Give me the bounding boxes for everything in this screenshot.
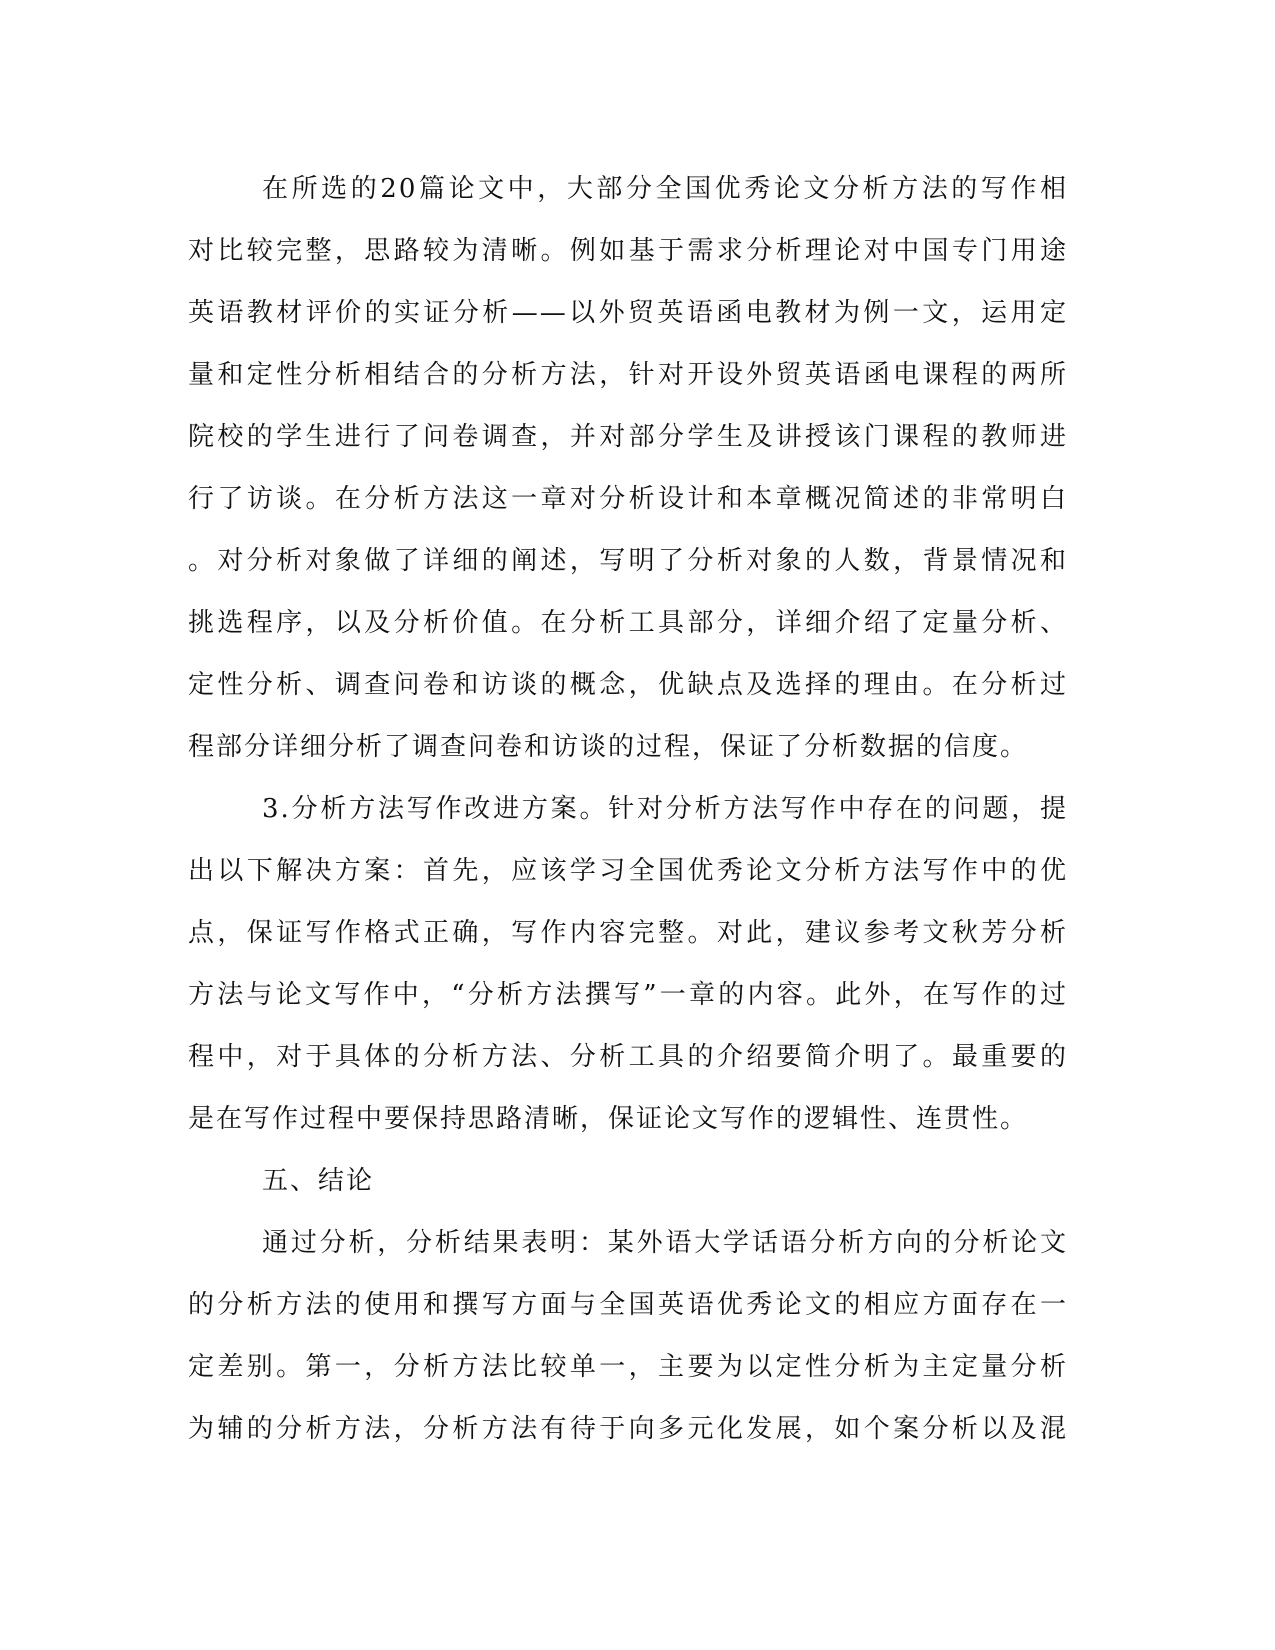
paragraph-line: 定差别。第一，分析方法比较单一，主要为以定性分析为主定量分析: [188, 1352, 1068, 1382]
paragraph-line: 英语教材评价的实证分析——以外贸英语函电教材为例一文，运用定: [188, 298, 1068, 328]
paragraph-line: 为辅的分析方法，分析方法有待于向多元化发展，如个案分析以及混: [188, 1414, 1068, 1444]
paragraph-line: 点，保证写作格式正确，写作内容完整。对此，建议参考文秋芳分析: [188, 918, 1068, 948]
paragraph-line: 程中，对于具体的分析方法、分析工具的介绍要简介明了。最重要的: [188, 1042, 1068, 1072]
document-body: [188, 158, 1068, 1460]
paragraph-line: 方法与论文写作中，“分析方法撰写”一章的内容。此外，在写作的过: [188, 980, 1068, 1010]
paragraph-line: 3.分析方法写作改进方案。针对分析方法写作中存在的问题，提: [262, 794, 1068, 824]
paragraph-line: 行了访谈。在分析方法这一章对分析设计和本章概况简述的非常明白: [188, 484, 1068, 514]
paragraph-line: 院校的学生进行了问卷调查，并对部分学生及讲授该门课程的教师进: [188, 422, 1068, 452]
paragraph-line: 定性分析、调查问卷和访谈的概念，优缺点及选择的理由。在分析过: [188, 670, 1068, 700]
paragraph-line: 是在写作过程中要保持思路清晰，保证论文写作的逻辑性、连贯性。: [188, 1104, 1029, 1134]
paragraph-line: 程部分详细分析了调查问卷和访谈的过程，保证了分析数据的信度。: [188, 732, 1029, 762]
section-heading: 五、结论: [262, 1166, 375, 1196]
paragraph-line: 出以下解决方案：首先，应该学习全国优秀论文分析方法写作中的优: [188, 856, 1068, 886]
paragraph-line: 对比较完整，思路较为清晰。例如基于需求分析理论对中国专门用途: [188, 236, 1068, 266]
paragraph-line: 挑选程序，以及分析价值。在分析工具部分，详细介绍了定量分析、: [188, 608, 1068, 638]
paragraph-line: 在所选的20篇论文中，大部分全国优秀论文分析方法的写作相: [262, 174, 1068, 204]
paragraph-line: 通过分析，分析结果表明：某外语大学话语分析方向的分析论文: [262, 1228, 1068, 1258]
paragraph-line: 。对分析对象做了详细的阐述，写明了分析对象的人数，背景情况和: [188, 546, 1068, 576]
paragraph-line: 的分析方法的使用和撰写方面与全国英语优秀论文的相应方面存在一: [188, 1290, 1068, 1320]
paragraph-line: 量和定性分析相结合的分析方法，针对开设外贸英语函电课程的两所: [188, 360, 1068, 390]
